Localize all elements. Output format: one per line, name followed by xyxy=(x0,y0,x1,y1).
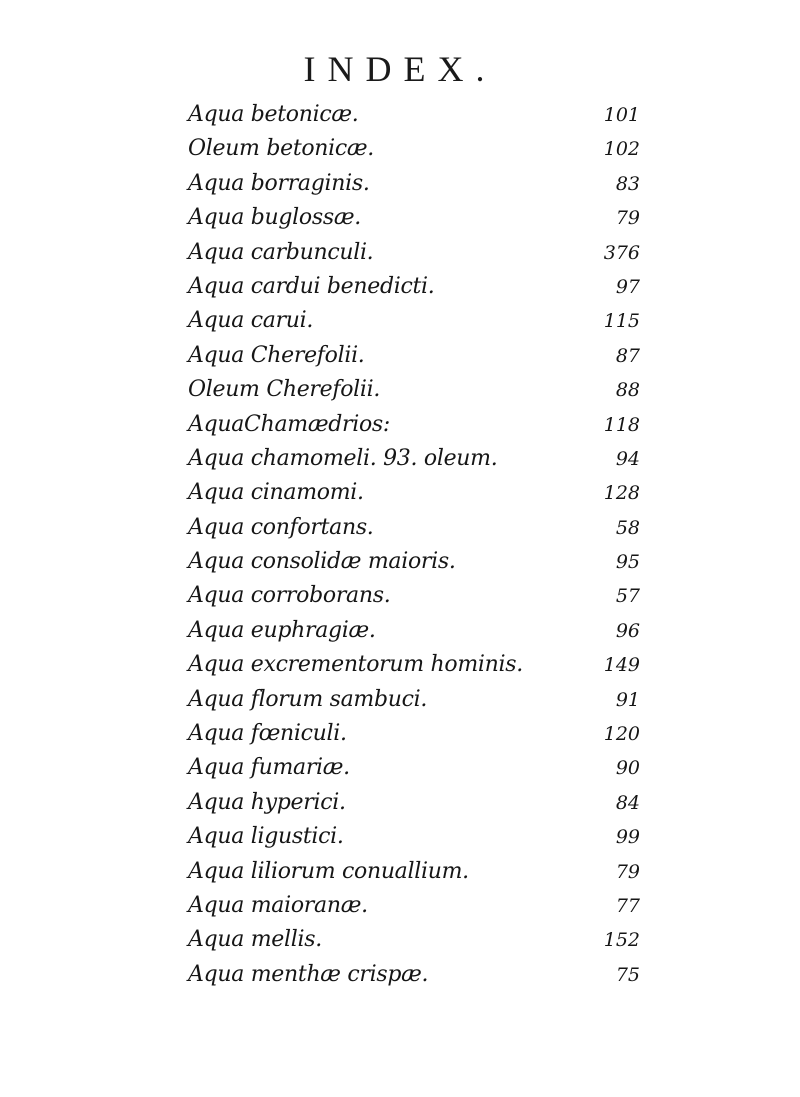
index-entry xyxy=(188,923,648,957)
entry-page-number: 79 xyxy=(615,860,640,883)
index-entry xyxy=(188,304,648,338)
entry-name: Aqua cardui benedicti. xyxy=(188,273,435,299)
entry-page-number: 118 xyxy=(603,413,640,436)
index-entry xyxy=(188,511,648,545)
entry-page-number: 90 xyxy=(615,757,640,780)
entry-name: Aqua confortans. xyxy=(188,514,374,540)
entry-page-number: 77 xyxy=(615,894,640,917)
entry-name: Aqua borraginis. xyxy=(188,170,370,196)
entry-name: Aqua betonicæ. xyxy=(188,102,359,127)
index-entry xyxy=(188,683,648,717)
entry-page-number: 102 xyxy=(603,138,640,161)
entry-page-number: 79 xyxy=(615,207,640,230)
entry-page-number: 87 xyxy=(615,344,640,367)
entry-name: Aqua hyperici. xyxy=(188,789,346,815)
entry-name: Aqua consolidæ maioris. xyxy=(188,549,456,575)
entry-name: Aqua excrementorum hominis. xyxy=(188,652,523,678)
entry-page-number: 115 xyxy=(603,310,640,333)
entry-name: Aqua florum sambuci. xyxy=(188,686,428,712)
entry-page-number: 75 xyxy=(615,963,640,986)
entry-name: Aqua maioranæ. xyxy=(188,892,368,918)
page-title: INDEX. xyxy=(303,49,497,89)
index-entry xyxy=(188,98,648,132)
index-entry xyxy=(188,476,648,510)
index-entry xyxy=(188,167,648,201)
entry-page-number: 99 xyxy=(615,826,640,849)
index-entry xyxy=(188,339,648,373)
entry-name: Aqua fœniculi. xyxy=(188,721,347,747)
entry-name: Aqua euphragiæ. xyxy=(188,617,376,643)
entry-name: Aqua buglossæ. xyxy=(188,205,361,231)
entry-name: Aqua Cherefolii. xyxy=(188,342,365,368)
index-entry xyxy=(188,648,648,682)
index-entry xyxy=(188,717,648,751)
index-entry xyxy=(188,786,648,820)
index-entry xyxy=(188,889,648,923)
index-entry xyxy=(188,751,648,785)
entry-name: Oleum betonicæ. xyxy=(188,136,375,162)
index-list xyxy=(188,98,648,992)
index-entry xyxy=(188,442,648,476)
index-entry xyxy=(188,545,648,579)
entry-name: Aqua cinamomi. xyxy=(188,480,364,506)
entry-name: Aqua corroborans. xyxy=(188,583,391,609)
entry-name: Aqua ligustici. xyxy=(188,824,344,850)
entry-page-number: 58 xyxy=(615,516,640,539)
index-entry xyxy=(188,201,648,235)
entry-page-number: 83 xyxy=(615,172,640,195)
index-entry xyxy=(188,958,648,992)
entry-name: Aqua liliorum conuallium. xyxy=(188,858,469,884)
entry-page-number: 95 xyxy=(615,551,640,574)
index-entry xyxy=(188,614,648,648)
entry-page-number: 91 xyxy=(615,688,640,711)
index-entry xyxy=(188,579,648,613)
index-entry xyxy=(188,408,648,442)
entry-page-number: 376 xyxy=(603,241,640,264)
entry-page-number: 88 xyxy=(615,379,640,402)
entry-page-number: 149 xyxy=(603,654,640,677)
entry-name: Aqua mellis. xyxy=(188,927,322,953)
entry-name: Aqua chamomeli. 93. oleum. xyxy=(188,445,498,471)
entry-page-number: 120 xyxy=(603,723,640,746)
index-entry xyxy=(188,132,648,166)
index-entry xyxy=(188,820,648,854)
entry-name: Aqua menthæ crispæ. xyxy=(188,961,429,987)
index-entry xyxy=(188,373,648,407)
entry-page-number: 97 xyxy=(615,275,640,298)
entry-page-number: 128 xyxy=(603,482,640,505)
entry-page-number: 57 xyxy=(615,585,640,608)
index-entry xyxy=(188,855,648,889)
entry-page-number: 94 xyxy=(615,447,640,470)
entry-page-number: 152 xyxy=(603,929,640,952)
entry-page-number: 84 xyxy=(615,791,640,814)
entry-name: Aqua carbunculi. xyxy=(188,239,374,265)
entry-name: Aqua fumariæ. xyxy=(188,755,350,781)
entry-name: AquaChamædrios: xyxy=(188,411,390,437)
entry-name: Aqua carui. xyxy=(188,308,314,334)
entry-name: Oleum Cherefolii. xyxy=(188,377,381,403)
entry-page-number: 101 xyxy=(603,104,640,126)
entry-page-number: 96 xyxy=(615,619,640,642)
index-entry xyxy=(188,270,648,304)
index-entry xyxy=(188,236,648,270)
